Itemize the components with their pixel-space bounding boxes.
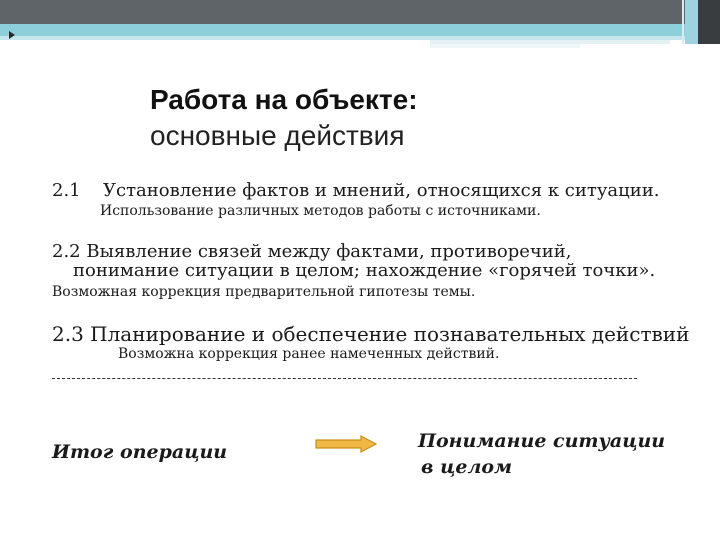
item1-note: Использование различных методов работы с источниками. <box>100 203 541 219</box>
item3-note: Возможна коррекция ранее намеченных действий. <box>118 346 500 362</box>
header-edge-teal <box>685 0 698 44</box>
header-edge-dark <box>698 0 720 44</box>
item2-line2: понимание ситуации в целом; нахождение «горячей точки». <box>73 260 656 281</box>
result-outcome-line2: в целом <box>421 456 513 478</box>
result-outcome-line1: Понимание ситуации <box>418 430 666 452</box>
header-accent-line-short <box>430 44 580 48</box>
slide-title: Работа на объекте: <box>150 84 418 115</box>
header-band-dark <box>0 0 720 24</box>
header-band-teal <box>0 24 720 36</box>
item2-line1: 2.2 Выявление связей между фактами, противоречий, <box>52 241 572 262</box>
right-arrow-icon <box>315 435 377 453</box>
item1-text: Установление фактов и мнений, относящихся к ситуации. <box>103 180 660 201</box>
slide-subtitle: основные действия <box>150 120 405 151</box>
result-label: Итог операции <box>52 441 228 463</box>
item3-line1: 2.3 Планирование и обеспечение познавательных действий <box>52 322 690 346</box>
item2-note: Возможная коррекция предварительной гипотезы темы. <box>52 284 476 300</box>
corner-triangle-icon <box>9 31 15 39</box>
item1-number: 2.1 <box>52 180 81 201</box>
header-edge-line <box>682 0 684 44</box>
dashed-divider <box>52 378 637 379</box>
